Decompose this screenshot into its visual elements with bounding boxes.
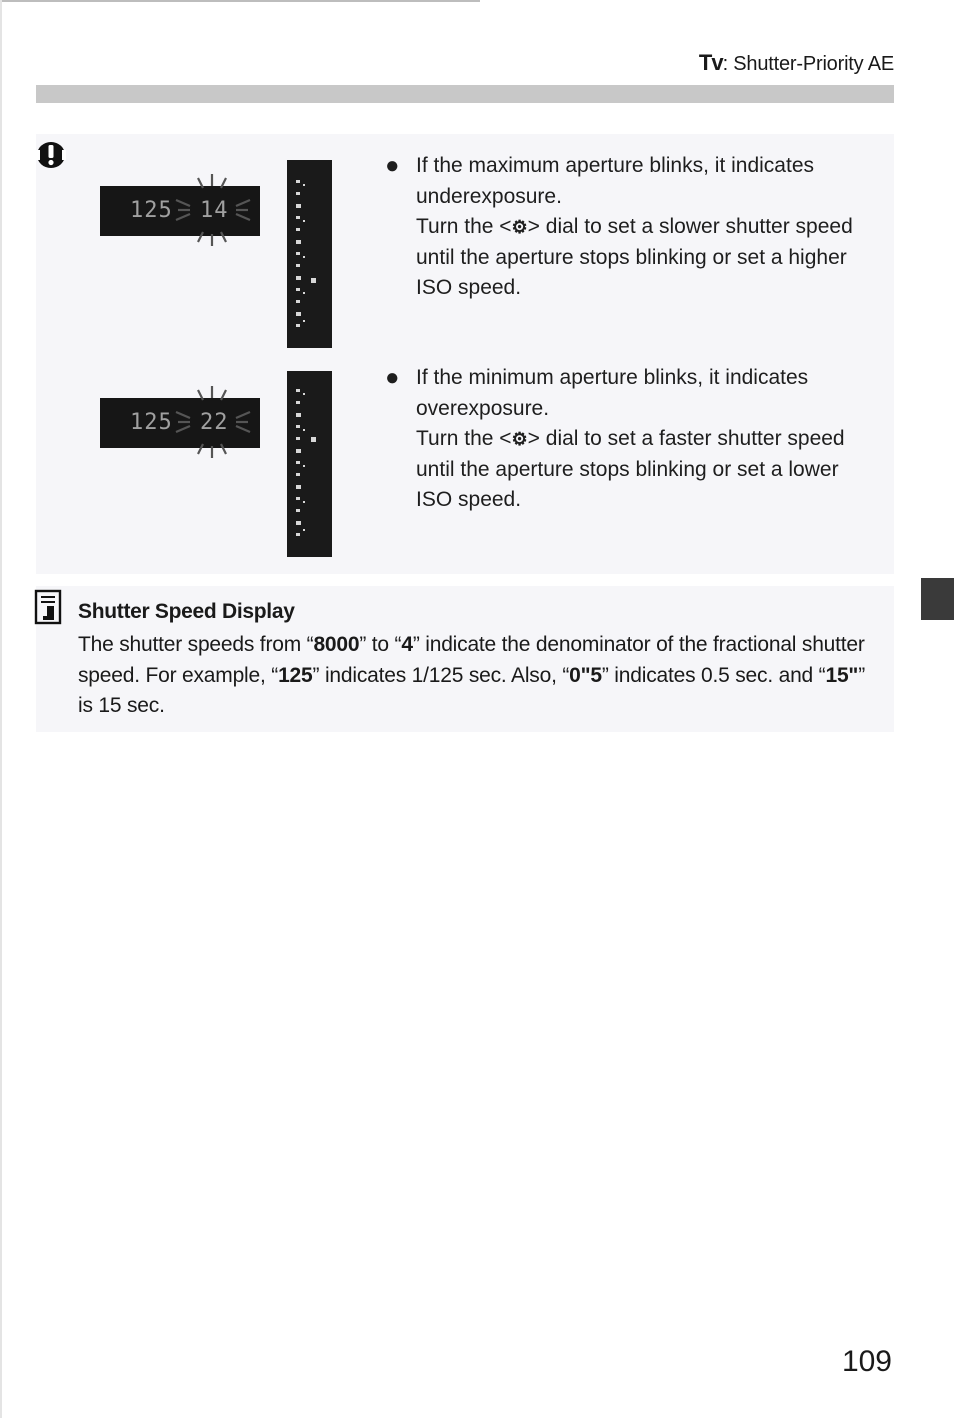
tv-mode-symbol: Tv <box>698 50 723 75</box>
turn-prefix: Turn the < <box>416 427 512 450</box>
main-dial-icon: ⚙ <box>511 217 528 237</box>
note-bold-value: 8000 <box>313 633 360 656</box>
note-bold-value: 0"5 <box>569 663 602 687</box>
turn-suffix: > dial to set a slower shutter speed until the aperture stops blinking or set a higher ISO speed. <box>416 215 853 299</box>
lcd-shutter-value: 125 <box>130 410 173 435</box>
caution-headline: If the maximum aperture blinks, it indicates underexposure. <box>416 154 814 208</box>
header-band <box>36 85 894 103</box>
note-icon <box>34 589 62 630</box>
turn-suffix: > dial to set a faster shutter speed until the aperture stops blinking or set a lower ISO speed. <box>416 427 845 511</box>
note-text: The shutter speeds from “ <box>78 633 314 656</box>
scan-edge-left <box>0 0 2 1418</box>
exposure-meter-overexposure <box>287 371 332 557</box>
note-text: ” indicate the denominator of the fractional shutter speed. For example, “ <box>78 633 865 687</box>
blink-rays-icon <box>168 172 258 250</box>
lcd-aperture-value: 22 <box>200 410 229 435</box>
bullet-icon: ● <box>385 152 400 179</box>
bullet-icon: ● <box>385 364 400 391</box>
caution-item-underexposure <box>385 151 875 304</box>
exposure-scale-icon <box>287 371 332 557</box>
page-number: 109 <box>841 1345 892 1378</box>
blink-rays-icon <box>168 384 258 462</box>
caution-item-overexposure <box>385 363 875 516</box>
header-title: Shutter-Priority AE <box>733 53 894 75</box>
note-text: ” indicates 1/125 sec. Also, “ <box>312 663 570 687</box>
exposure-scale-icon <box>287 160 332 348</box>
chapter-tab-marker <box>921 578 954 620</box>
page-header <box>699 50 894 76</box>
note-bold-value: 15" <box>825 663 859 687</box>
lcd-aperture-value: 14 <box>200 198 229 223</box>
main-dial-icon: ⚙ <box>511 429 528 449</box>
note-text: ” is 15 sec. <box>78 663 865 717</box>
turn-prefix: Turn the < <box>416 215 512 238</box>
note-body <box>78 630 878 722</box>
note-text: ” to “ <box>359 633 402 656</box>
note-title: Shutter Speed Display <box>78 600 295 623</box>
note-bold-value: 125 <box>278 663 313 687</box>
scan-edge-top <box>0 0 480 2</box>
header-separator: : <box>722 53 728 75</box>
note-text: ” indicates 0.5 sec. and “ <box>601 663 826 687</box>
caution-icon <box>36 140 66 175</box>
caution-headline: If the minimum aperture blinks, it indicates overexposure. <box>416 366 809 420</box>
lcd-shutter-value: 125 <box>130 198 173 223</box>
note-bold-value: 4 <box>401 633 413 656</box>
exposure-meter-underexposure <box>287 160 332 348</box>
